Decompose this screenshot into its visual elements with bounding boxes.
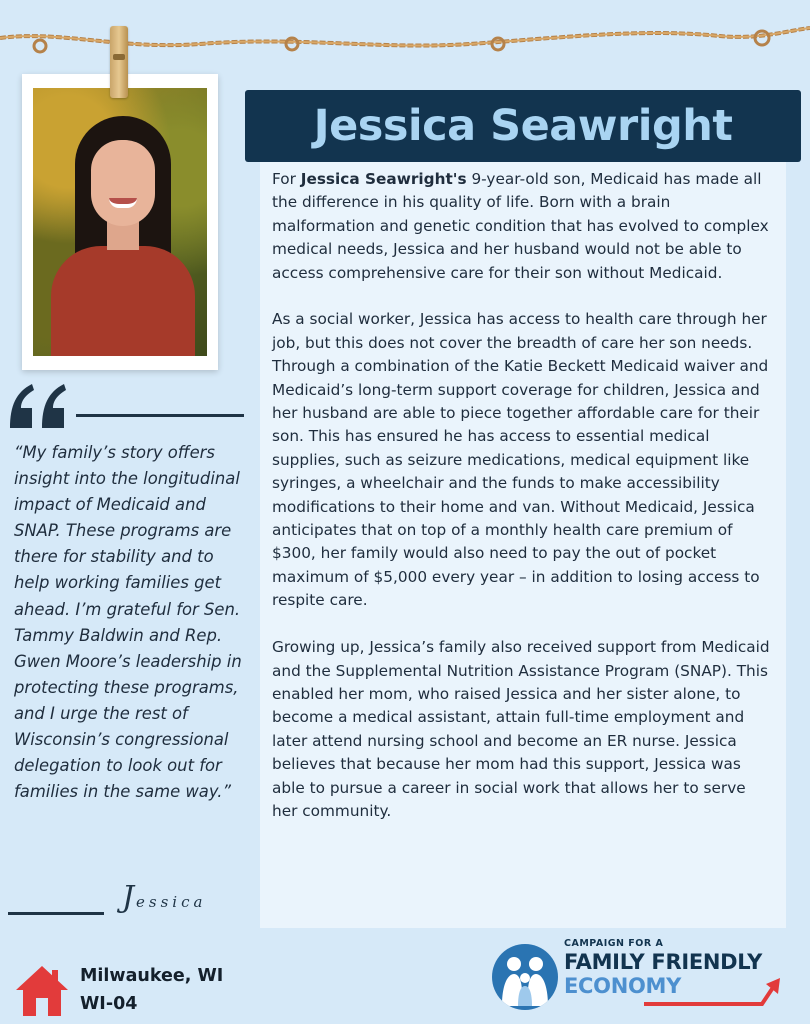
logo-line-1: FAMILY FRIENDLY (564, 950, 763, 974)
story-paragraph-1: For Jessica Seawright's 9-year-old son, Medicaid has made all the difference in his quality of life. Born with a brain malformation and genetic condition that has evolved to complex medical needs, Jessica and her husband would not be able to access comprehensive care for their son without Medicaid. (272, 170, 769, 282)
quote-icon (6, 380, 70, 432)
signature-divider (8, 912, 104, 915)
clothespin-icon (110, 26, 128, 98)
page-title: Jessica Seawright (313, 101, 733, 151)
story-panel (260, 162, 786, 928)
home-icon (14, 962, 70, 1018)
location (80, 962, 223, 1018)
logo-kicker: CAMPAIGN FOR A (564, 938, 664, 949)
quote-divider (76, 414, 244, 417)
logo-line-2: ECONOMY (564, 974, 682, 998)
name-banner (245, 90, 801, 162)
arrow-up-icon (642, 976, 792, 1008)
family-icon (492, 944, 558, 1010)
portrait-polaroid (22, 74, 218, 370)
campaign-logo (492, 936, 792, 1016)
signature: Jessica (122, 880, 207, 915)
location-city: Milwaukee, WI (80, 966, 224, 986)
story-paragraph-2: As a social worker, Jessica has access to health care through her job, but this does not cover the breadth of care her son needs. Through a combination of the Katie Beckett Medicaid waiver and Medicaid’s long-term support coverage for children, Jessica and her husband are able to piece together affordable care for their son. This has ensured he has access to essential medical supplies, such as seizure medications, medical equipment like syringes, a wheelchair and the funds to make accessibility modifications to their home and van. Without Medicaid, Jessica anticipates that on top of a monthly health care premium of $300, her family would also need to pay the out of pocket maximum of $5,000 every year – in addition to losing access to respite care. (272, 310, 769, 610)
portrait-photo (33, 88, 207, 356)
story-paragraph-3: Growing up, Jessica’s family also received support from Medicaid and the Supplemental Nutrition Assistance Program (SNAP). This enabled her mom, who raised Jessica and her sister alone, to become a medical assistant, attain full-time employment and later attend nursing school and become an ER nurse. Jessica believes that because her mom had this support, Jessica was able to pursue a career in social work that allows her to serve her community. (272, 638, 770, 820)
location-district: WI-04 (80, 994, 138, 1014)
pull-quote: “My family’s story offers insight into the longitudinal impact of Medicaid and SNAP. These programs are there for stability and to help working families get ahead. I’m grateful for Sen. Tammy Baldwin and Rep. Gwen Moore’s leadership in protecting these programs, and I urge the rest of Wisconsin’s congressional delegation to look out for families in the same way.” (14, 443, 242, 802)
